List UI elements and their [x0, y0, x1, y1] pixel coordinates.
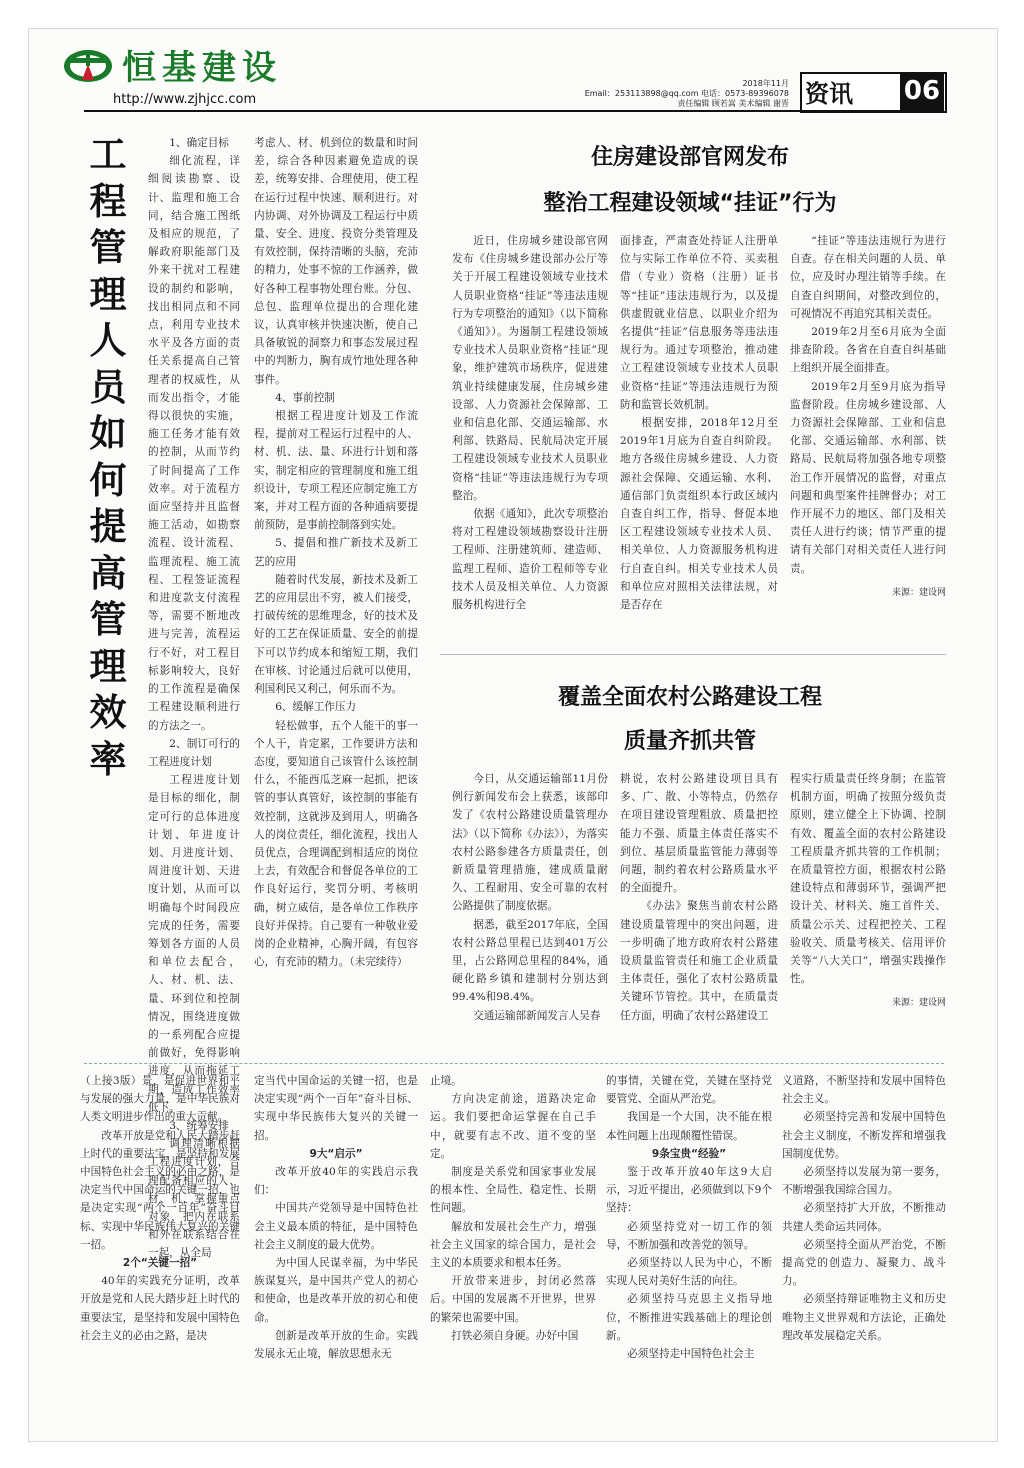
- paragraph: 定当代中国命运的关键一招，也是决定实现“两个一百年”奋斗目标、实现中华民族伟大复兴的关键一招。: [254, 1075, 418, 1142]
- dashed-divider: [84, 1063, 944, 1064]
- paragraph: 细化流程，详细阅读勘察、设计、监理和施工合同，结合施工图纸及相应的规范，了解政府职能部门及外来干扰对工程建设的制约和影响，找出相同点和不同点，利用专业技术水平及各方面的责任关系提高自己管理者的权威性，从而发出指令，才能得以很快的实施，施工任务才能有效的控制，从而节约了时间提高了工作效率。对于流程方面应坚持并且监督施工活动，如勘察流程、设计流程、监理流程、施工流程、工程签证流程和进度款支付流程等，需要不断地改进与完善，流程运行不好，对工程目标影响较大，良好的工作流程是确保工程建设顺利进行的方法之一。: [148, 155, 240, 732]
- source-credit: 来源：建设网: [891, 998, 946, 1009]
- paragraph: 必须坚持辩证唯物主义和历史唯物主义世界观和方法论，正确处理改革发展稳定关系。: [782, 1293, 946, 1342]
- article2-title-line1: 住房建设部官网发布: [590, 145, 789, 170]
- article4-column-2: [254, 1072, 418, 1363]
- article4-column-1: [80, 1072, 240, 1345]
- paragraph: 根据工程进度计划及工作流程，提前对工程运行过程中的人、材、机、法、量、环进行计划和落实，制定相应的管理制度和施工组织设计，专项工程还应制定施工方案，并对工程方面的各种通病要提前预防，是事前控制落到实处。: [254, 410, 418, 532]
- company-logo-icon: [62, 36, 114, 88]
- paragraph: 必须坚持党对一切工作的领导，不断加强和改善党的领导。: [606, 1220, 772, 1251]
- article2-title-line2: 整治工程建设领域“挂证”行为: [543, 191, 837, 216]
- paragraph: 必须坚持以发展为第一要务，不断增强我国综合国力。: [782, 1166, 946, 1197]
- article3-column-1: [452, 770, 608, 1025]
- paragraph: 调理清晰根据工程进度计划，合理配备相应的人、材、机，掌握重点对象，把内在联系和外在联系结合在一起，从全局: [148, 1138, 240, 1260]
- paragraph: 创新是改革开放的生命。实践发展永无止境，解放思想永无: [254, 1329, 418, 1361]
- subheading: 9大“启示”: [309, 1147, 363, 1160]
- article-divider: [440, 654, 946, 655]
- paragraph: 40年的实践充分证明，改革开放是党和人民大踏步赶上时代的重要法宝，是坚持和发展中国特色社会主义的必由之路，是决: [80, 1275, 240, 1342]
- paragraph: 解放和发展社会生产力，增强社会主义国家的综合国力，是社会主义的本质要求和根本任务。: [430, 1220, 596, 1270]
- editors-line: 责任编辑 顾若嵩 美术编辑 谢晋: [677, 99, 789, 108]
- article4-column-3: [430, 1072, 596, 1345]
- paragraph: （上接3版）景，是促进世界和平与发展的强大力量，是中华民族对人类文明进步作出的重大贡献。: [80, 1075, 240, 1124]
- article2-column-3: [790, 232, 946, 602]
- article1-column-2: [254, 134, 418, 971]
- paragraph: 必须坚持完善和发展中国特色社会主义制度，不断发挥和增强我国制度优势。: [782, 1111, 946, 1160]
- paragraph: 3、统筹安排: [169, 1119, 229, 1132]
- source-credit: 来源：建设网: [891, 587, 946, 598]
- article1-title: 工程管理人员如何提高管理效率: [89, 133, 127, 781]
- article3-column-2: [620, 770, 778, 1025]
- site-url[interactable]: http://www.zjhjcc.com: [113, 92, 257, 107]
- paragraph: 随着时代发展，新技术及新工艺的应用层出不穷，被人们接受，打破传统的思维理念，好的技术及好的工艺在保证质量、安全的前提下可以节约成本和缩短工期，我们在审核、讨论通过后就可以使用，利国利民又利己，何乐而不为。: [254, 573, 418, 696]
- paragraph: 依据《通知》，此次专项整治将对工程建设领域勘察设计注册工程师、注册建筑师、建造师、监理工程师、造价工程师等专业技术人员及相关单位、人力资源服务机构进行全: [452, 508, 608, 612]
- header-rule: [84, 110, 944, 112]
- paragraph: 2019年2月至9月底为指导监督阶段。住房城乡建设部、人力资源社会保障部、工业和信息化部、交通运输部、水利部、铁路局、民航局将加强各地专项整治工作开展情况的监督，对重点问题和典型案件挂牌督办；对工作开展不力的地区、部门及相关责任人进行约谈；情节严重的提请有关部门对相关责任人进行问责。: [790, 380, 946, 575]
- paragraph: 近日，住房城乡建设部官网发布《住房城乡建设部办公厅等关于开展工程建设领域专业技术人员职业资格“挂证”等违法违规行为专项整治的通知》（以下简称《通知》）。为遏制工程建设领域专业技术人员职业资格“挂证”现象，维护建筑市场秩序，促进建筑业持续健康发展，住房城乡建设部、人力资源社会保障部、工业和信息化部、交通运输部、水利部、铁路局、民航局决定开展工程建设领域专业技术人员职业资格“挂证”等违法违规行为专项整治。: [452, 235, 608, 502]
- paragraph: 必须坚持马克思主义指导地位，不断推进实践基础上的理论创新。: [606, 1293, 772, 1342]
- article3-column-3: [790, 770, 946, 1013]
- paragraph: 鉴于改革开放40年这9大启示，习近平提出，必须做到以下9个坚持：: [606, 1166, 772, 1215]
- paragraph: 制度是关系党和国家事业发展的根本性、全局性、稳定性、长期性问题。: [430, 1166, 596, 1215]
- paragraph: 1、确定目标: [169, 137, 229, 149]
- issue-date: 2018年11月: [742, 79, 789, 88]
- paragraph: 方向决定前途，道路决定命运。我们要把命运掌握在自己手中，就要有志不改、道不变的坚定。: [430, 1093, 596, 1160]
- article2-column-1: [452, 232, 608, 614]
- paragraph: 6、缓解工作压力: [275, 701, 357, 714]
- paragraph: 义道路，不断坚持和发展中国特色社会主义。: [782, 1075, 946, 1106]
- paragraph: 中国共产党领导是中国特色社会主义最本质的特征，是中国特色社会主义制度的最大优势。: [254, 1202, 418, 1251]
- paragraph: 4、事前控制: [275, 391, 335, 404]
- paragraph: 打铁必须自身硬。办好中国: [451, 1329, 579, 1342]
- section-name: 资讯: [805, 80, 853, 108]
- article3-title-line1: 覆盖全面农村公路建设工程: [557, 685, 822, 710]
- subheading: 9条宝贵“经验”: [651, 1147, 727, 1160]
- paragraph: 必须坚持全面从严治党，不断提高党的创造力、凝聚力、战斗力。: [782, 1238, 946, 1288]
- paragraph: 工程进度计划是目标的细化，制定可行的总体进度计划、年进度计划、月进度计划、周进度计划、天进度计划，从而可以明确每个时间段应完成的任务，需要筹划各方面的人员和单位去配合，人、材、机、法、量、环到位和控制情况，围绕进度做的一系列配合应提前做好，免得影响进度，从而拖延工期，造成工作效率低下。: [148, 774, 240, 1114]
- paragraph: 的事情，关键在党，关键在坚持党要管党、全面从严治党。: [606, 1075, 772, 1106]
- paragraph: 耕说，农村公路建设项目具有多、广、散、小等特点，仍然存在项目建设管理粗放、质量把控能力不强、质量主体责任落实不到位、基层质量监管能力薄弱等问题，制约着农村公路质量水平的全面提升。: [620, 773, 778, 895]
- contact-info: Email：253113898@qq.com 电话：0573-89396078: [584, 89, 789, 98]
- paragraph: 必须坚持走中国特色社会主: [627, 1348, 755, 1361]
- paragraph: 我国是一个大国，决不能在根本性问题上出现颠覆性错误。: [606, 1111, 772, 1142]
- paragraph: 根据安排，2018年12月至2019年1月底为自查自纠阶段。地方各级住房城乡建设、人力资源社会保障、交通运输、水利、通信部门负责组织本行政区域内自查自纠工作，指导、督促本地区工程建设领域专业技术人员、相关单位、人力资源服务机构进行自查自纠。相关专业技术人员和单位应对照相关法律法规，对是否存在: [620, 417, 778, 612]
- paragraph: 今日，从交通运输部11月份例行新闻发布会上获悉，该部印发了《农村公路建设质量管理办法》（以下简称《办法》），为落实农村公路参建各方质量责任，创新质量管理措施，建成质量耐久、工程耐用、安全可靠的农村公路提供了制度依据。: [452, 773, 608, 913]
- subheading: 2个“关键一招”: [122, 1257, 198, 1270]
- article4-column-5: [782, 1072, 946, 1345]
- paragraph: 2、制订可行的工程进度计划: [148, 737, 240, 768]
- paragraph: 据悉，截至2017年底，全国农村公路总里程已达到401万公里，占公路网总里程的84%，通硬化路乡镇和建制村分别达到99.4%和98.4%。: [452, 918, 608, 1004]
- paragraph: 交通运输部新闻发言人吴春: [473, 1009, 601, 1022]
- paragraph: “挂证”等违法违规行为进行自查。存在相关问题的人员、单位，应及时办理注销等手续。在自查自纠期间，对整改到位的，可视情况不再追究其相关责任。: [790, 235, 946, 320]
- paragraph: 2019年2月至6月底为全面排查阶段。各省在自查自纠基础上组织开展全面排查。: [790, 326, 946, 375]
- paragraph: 必须坚持以人民为中心，不断实现人民对美好生活的向往。: [606, 1257, 772, 1288]
- paragraph: 开放带来进步，封闭必然落后。中国的发展离不开世界，世界的繁荣也需要中国。: [430, 1275, 596, 1324]
- paragraph: 5、提倡和推广新技术及新工艺的应用: [254, 537, 418, 568]
- logo-text: 恒基建设: [122, 48, 282, 88]
- section-number: 06: [900, 72, 944, 111]
- article2-column-2: [620, 232, 778, 614]
- paragraph: 轻松做事，五个人能干的事一个人干，肯定累，工作要讲方法和态度，要知道自己该管什么该控制什么，不能西瓜芝麻一起抓，把该管的事认真管好，该控制的事能有效控制，这就涉及到用人，明确各人的岗位责任，细化流程，找出人员优点，合理调配到相适应的岗位上去，有效配合和督促各单位的工作良好运行，奖罚分明、考核明确，树立威信，是各单位工作秩序良好并保持。自己要有一种敬业爱岗的企业精神，心胸开阔，有包容心，有充沛的精力。（未完续待）: [254, 719, 418, 969]
- article3-title-line2: 质量齐抓共管: [623, 729, 756, 754]
- paragraph: 考虑人、材、机到位的数量和时间差，综合各种因素避免造成的误差，统筹安排、合理使用，使工程在运行过程中快速、顺利进行。对内协调、对外协调及工程运行中质量、安全、进度、投资分类管理及有效控制，保持清晰的头脑，充沛的精力，处事不惊的工作涵养，做好各种工程事物处理台账。分包、总包、监理单位提出的合理化建议，认真审核并快速决断，使自己具备敏锐的洞察力和事态发展过程中的判断力，胸有成竹地处理各种事件。: [254, 137, 418, 386]
- paragraph: 为中国人民谋幸福，为中华民族谋复兴，是中国共产党人的初心和使命，也是改革开放的初心和使命。: [254, 1257, 418, 1324]
- paragraph: 面排查，严肃查处持证人注册单位与实际工作单位不符、买卖租借（专业）资格（注册）证书等“挂证”违法违规行为，以及提供虚假就业信息、以职业介绍为名提供“挂证”信息服务等违法违规行为。通过专项整治，推动建立工程建设领域专业技术人员职业资格“挂证”等违法违规行为预防和监管长效机制。: [620, 235, 778, 411]
- paragraph: 改革开放40年的实践启示我们：: [254, 1166, 418, 1197]
- paragraph: 必须坚持扩大开放，不断推动共建人类命运共同体。: [782, 1202, 946, 1233]
- paragraph: 改革开放是党和人民大踏步赶上时代的重要法宝，是坚持和发展中国特色社会主义的必由之路，是决定当代中国命运的关键一招，也是决定实现“两个一百年”奋斗目标、实现中华民族伟大复兴的关键一招。: [80, 1129, 240, 1251]
- article4-column-4: [606, 1072, 772, 1363]
- paragraph: 止境。: [430, 1075, 462, 1087]
- paragraph: 《办法》聚焦当前农村公路建设质量管理中的突出问题，进一步明确了地方政府农村公路建设质量监管责任和施工企业质量主体责任，强化了农村公路质量关键环节管控。其中，在质量责任方面，明确了农村公路建设工: [620, 900, 778, 1022]
- paragraph: 程实行质量责任终身制；在监管机制方面，明确了按照分级负责原则，建立健全上下协调、控制有效、覆盖全面的农村公路建设工程质量齐抓共管的工作机制；在质量管控方面，根据农村公路建设特点和薄弱环节，强调严把设计关、材料关、施工首件关、质量公示关、过程把控关、工程验收关、质量考核关、信用评价关等“八大关口”，增强实践操作性。: [790, 773, 946, 986]
